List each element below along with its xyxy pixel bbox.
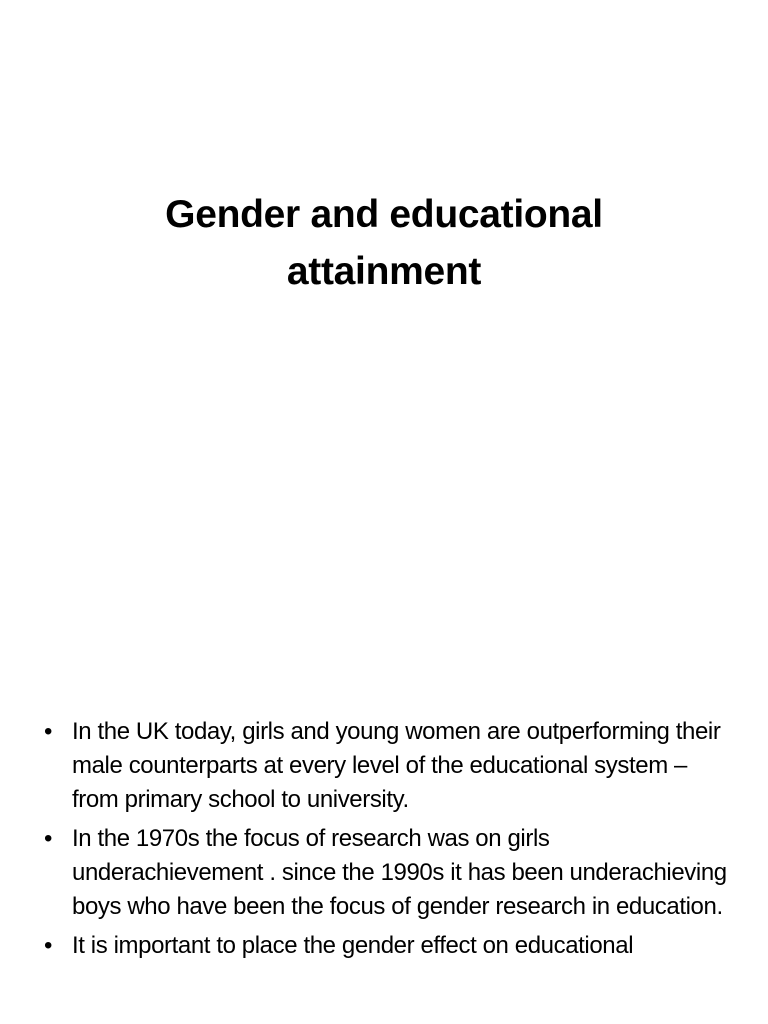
bullet-item-2 <box>40 822 730 924</box>
bullet-item-1 <box>40 715 730 817</box>
bullet-text-3: It is important to place the gender effect on educational <box>72 932 634 959</box>
slide-title: Gender and educational attainment <box>165 193 603 293</box>
bullet-item-3 <box>40 929 730 963</box>
bullet-icon: • <box>44 825 53 852</box>
bullet-text-1: In the UK today, girls and young women are outperforming their male counterparts at every level of the educational system – from primary school to university. <box>72 718 721 813</box>
bullet-list <box>40 715 730 968</box>
bullet-text-2: In the 1970s the focus of research was on girls underachievement . since the 1990s it has been underachieving boys who have been the focus of gender research in education. <box>72 825 727 920</box>
bullet-icon: • <box>44 718 53 745</box>
bullet-icon: • <box>44 932 53 959</box>
